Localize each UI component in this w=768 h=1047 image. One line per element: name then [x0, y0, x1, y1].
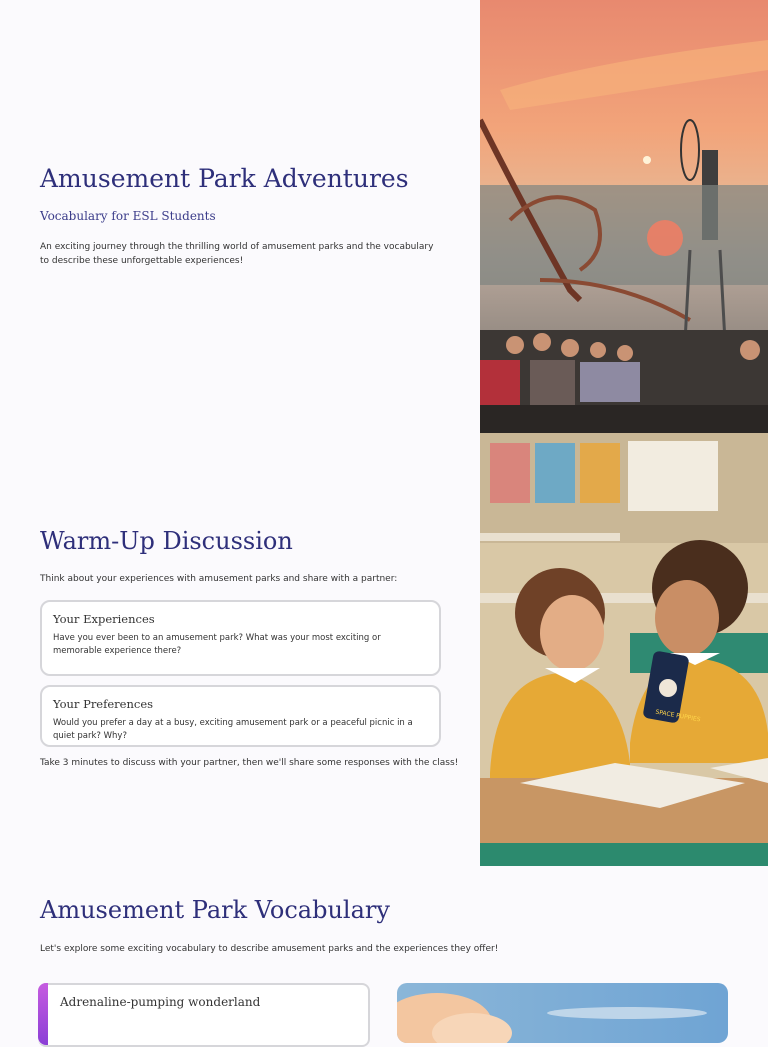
hero-title: Amusement Park Adventures — [40, 164, 409, 193]
accent-bar — [38, 983, 48, 1045]
sky-photo — [397, 983, 728, 1043]
warmup-intro: Think about your experiences with amusement parks and share with a partner: — [40, 574, 398, 584]
warmup-title: Warm-Up Discussion — [40, 527, 293, 555]
vocab-intro: Let's explore some exciting vocabulary to describe amusement parks and the experiences they offer! — [40, 944, 499, 954]
vocabulary-section — [0, 866, 768, 1024]
card-body: Have you ever been to an amusement park? What was your most exciting or memorable experience there? — [53, 633, 381, 656]
warmup-outro: Take 3 minutes to discuss with your partner, then we'll share some responses with the class! — [40, 758, 459, 768]
vocab-card — [38, 983, 370, 1047]
hero-subtitle: Vocabulary for ESL Students — [40, 209, 216, 223]
experiences-card — [40, 600, 441, 676]
classroom-photo — [480, 433, 768, 866]
amusement-park-photo — [480, 0, 768, 433]
vocab-card-title: Adrenaline-pumping wonderland — [60, 995, 261, 1009]
card-title: Your Experiences — [53, 612, 155, 626]
preferences-card — [40, 685, 441, 747]
hero-description: An exciting journey through the thrilling world of amusement parks and the vocabulary to describe these unforgettable experiences! — [40, 242, 434, 266]
vocab-title: Amusement Park Vocabulary — [40, 896, 390, 924]
phone-label: SPACE PUPPIES — [654, 708, 701, 724]
card-title: Your Preferences — [53, 697, 154, 711]
card-body: Would you prefer a day at a busy, exciting amusement park or a peaceful picnic in a quiet park? Why? — [53, 718, 413, 741]
